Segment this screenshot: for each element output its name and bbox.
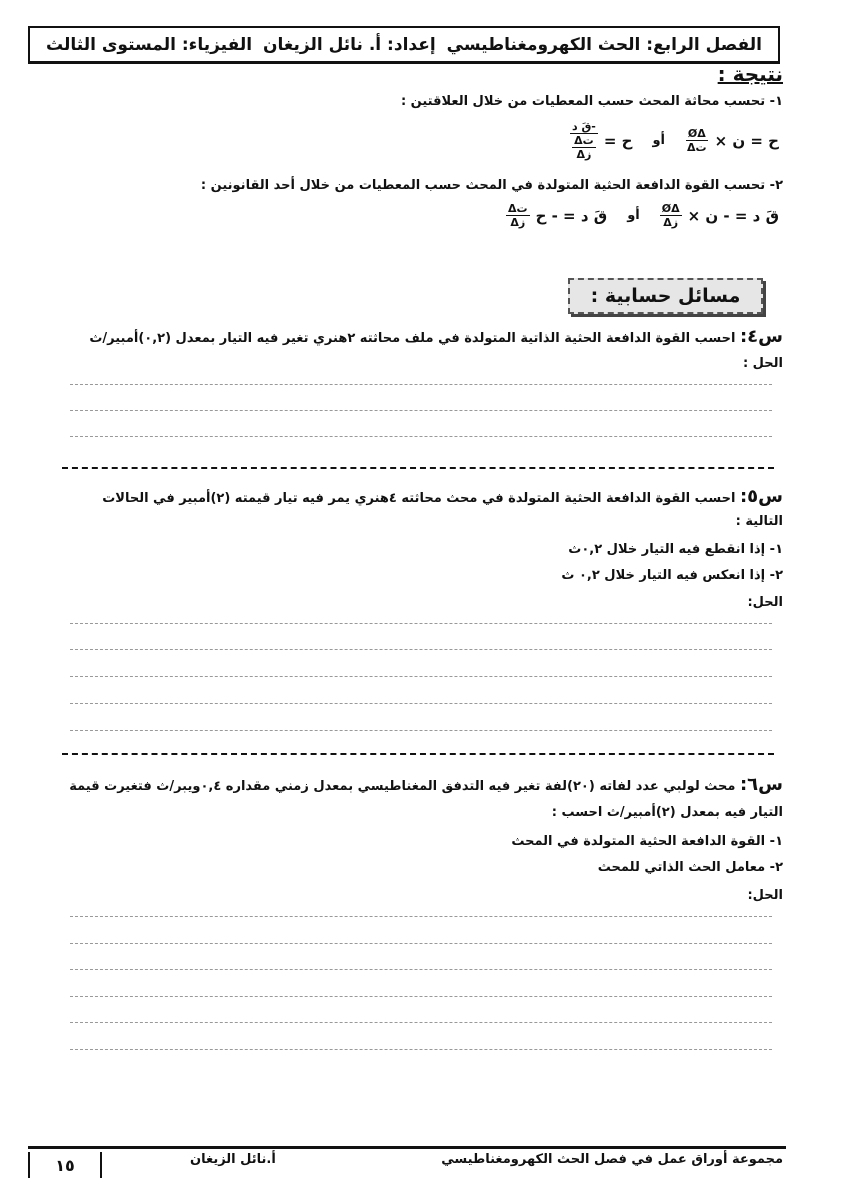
footer-rule <box>28 1146 786 1149</box>
page-number <box>28 1152 102 1178</box>
question-6 <box>69 774 783 795</box>
question-5-label: س٥: <box>739 486 783 507</box>
formula-2-right: قَ د = - ح <box>535 206 608 225</box>
answer-line[interactable] <box>70 730 772 731</box>
formula-inductance <box>570 120 779 161</box>
fraction-numerator: -قَ د <box>571 120 596 133</box>
question-4-label: س٤: <box>739 326 783 347</box>
question-6-solution-label: الحل: <box>747 888 783 903</box>
formula-1-left: ح = ن × <box>714 131 779 150</box>
header-subject: الفيزياء: المستوى الثالث <box>46 34 253 55</box>
fraction-numerator: ØΔ <box>687 127 706 140</box>
result-point-2: ٢- تحسب القوة الدافعة الحثية المتولدة في المحث حسب المعطيات من خلال أحد القانونين : <box>200 178 783 193</box>
answer-line[interactable] <box>70 410 772 411</box>
question-6-item-1: ١- القوة الدافعة الحثية المتولدة في المحث <box>511 834 783 849</box>
answer-line[interactable] <box>70 649 772 650</box>
answer-line[interactable] <box>70 996 772 997</box>
fraction-denominator: زΔ <box>510 216 526 229</box>
inner-numerator: تΔ <box>574 134 594 147</box>
answer-line[interactable] <box>70 623 772 624</box>
question-6-item-2: ٢- معامل الحث الذاتي للمحث <box>597 860 783 875</box>
answer-line[interactable] <box>70 969 772 970</box>
question-4-solution-label: الحل : <box>742 356 783 371</box>
question-4 <box>89 326 783 347</box>
page-number-value: ١٥ <box>55 1155 75 1175</box>
header-author: إعداد: أ. نائل الزيغان <box>263 34 436 55</box>
question-separator <box>62 753 774 755</box>
result-title: نتيجة : <box>717 62 783 86</box>
answer-line[interactable] <box>70 1022 772 1023</box>
formula-1-or: أو <box>652 133 665 148</box>
fraction-emf-rate <box>570 120 598 161</box>
answer-line[interactable] <box>70 436 772 437</box>
fraction-numerator: ØΔ <box>661 202 680 215</box>
section-title-box <box>568 278 763 314</box>
formula-1-right: ح = <box>603 131 633 150</box>
question-5-text-continued: التالية : <box>735 514 783 529</box>
answer-line[interactable] <box>70 703 772 704</box>
question-6-label: س٦: <box>739 774 783 795</box>
answer-line[interactable] <box>70 916 772 917</box>
question-5-item-2: ٢- إذا انعكس فيه التيار خلال ٠,٢ ث <box>561 568 783 583</box>
fraction-flux-current <box>685 127 709 154</box>
header-chapter: الفصل الرابع: الحث الكهرومغناطيسي <box>446 34 762 55</box>
question-5-solution-label: الحل: <box>747 595 783 610</box>
formula-emf <box>506 202 779 229</box>
answer-line[interactable] <box>70 943 772 944</box>
inner-denominator: زΔ <box>576 148 592 161</box>
answer-line[interactable] <box>70 1049 772 1050</box>
section-title: مسائل حسابية : <box>590 285 741 307</box>
answer-line[interactable] <box>70 676 772 677</box>
question-5 <box>102 486 783 507</box>
fraction-current-time <box>506 202 530 229</box>
answer-line[interactable] <box>70 384 772 385</box>
formula-2-left: قَ د = - ن × <box>687 206 779 225</box>
formula-2-or: أو <box>627 208 640 223</box>
fraction-flux-time <box>660 202 682 229</box>
fraction-denominator: تΔ <box>687 141 707 154</box>
question-4-text: احسب القوة الدافعة الحثية الذاتية المتولدة في ملف محاثته ٢هنري تغير فيه التيار بمعدل (٠,٢)أمبير/ث <box>89 331 736 346</box>
fraction-denominator <box>570 134 598 161</box>
page-header <box>28 26 780 64</box>
question-6-text: محث لولبي عدد لفاته (٢٠)لفة تغير فيه التدفق المغناطيسي بمعدل زمني مقداره ٠,٤ويبر/ث فتغيرت قيمة <box>69 779 736 794</box>
footer-author: أ.نائل الزيغان <box>190 1152 276 1167</box>
fraction-denominator: زΔ <box>663 216 679 229</box>
result-point-1: ١- تحسب محاثة المحث حسب المعطيات من خلال العلاقتين : <box>400 94 783 109</box>
footer-collection-title: مجموعة أوراق عمل في فصل الحث الكهرومغناطيسي <box>441 1152 783 1167</box>
question-5-text: احسب القوة الدافعة الحثية المتولدة في محث محاثته ٤هنري يمر فيه تيار قيمته (٢)أمبير في الحالات <box>102 491 736 506</box>
fraction-numerator: تΔ <box>508 202 528 215</box>
question-separator <box>62 467 774 469</box>
question-5-item-1: ١- إذا انقطع فيه التيار خلال ٠,٢ث <box>568 542 783 557</box>
question-6-text-continued: التيار فيه بمعدل (٢)أمبير/ث احسب : <box>551 805 783 820</box>
